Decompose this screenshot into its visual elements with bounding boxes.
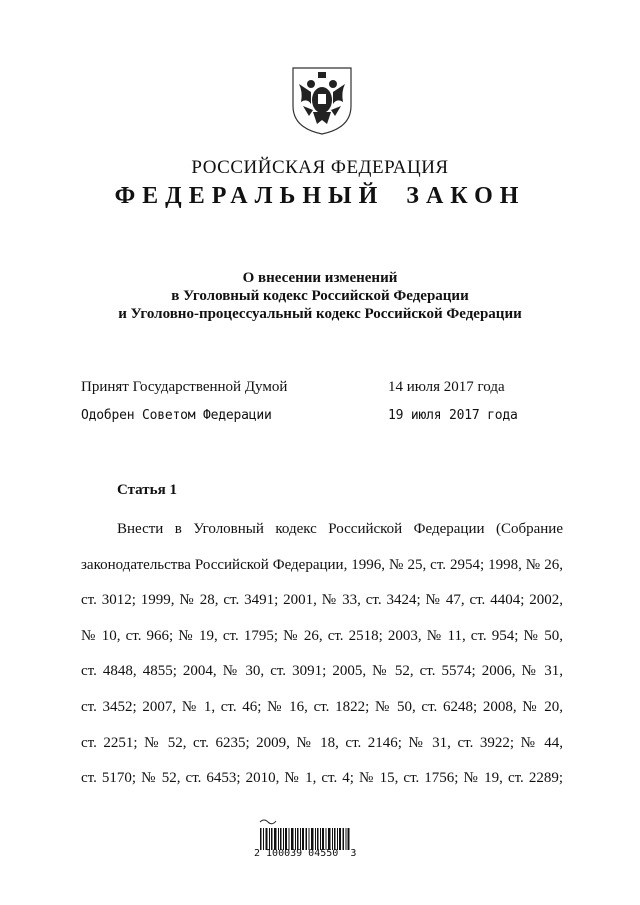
- coat-of-arms-icon: [289, 62, 355, 136]
- adoption-council-date: 19 июля 2017 года: [388, 408, 518, 423]
- article-line: Внести в Уголовный кодекс Российской Федерации (Собрание: [117, 521, 563, 537]
- article-line: законодательства Российской Федерации, 1996, № 25, ст. 2954; 1998, № 26,: [81, 556, 563, 573]
- barcode-number: 2 100039 04550 3: [254, 848, 357, 859]
- law-type-word-law: ЗАКОН: [406, 183, 526, 209]
- article-line: ст. 4848, 4855; 2004, № 30, ст. 3091; 2005, № 52, ст. 5574; 2006, № 31,: [81, 663, 563, 680]
- article-line: № 10, ст. 966; № 19, ст. 1795; № 26, ст. 2518; 2003, № 11, ст. 954; № 50,: [81, 627, 563, 644]
- law-type-word-federal: ФЕДЕРАЛЬНЫЙ: [114, 183, 385, 209]
- article-line: ст. 2251; № 52, ст. 6235; 2009, № 18, ст. 2146; № 31, ст. 3922; № 44,: [81, 734, 563, 751]
- adoption-duma-label: Принят Государственной Думой: [81, 379, 288, 395]
- law-type-heading: [0, 183, 640, 210]
- country-name: РОССИЙСКАЯ ФЕДЕРАЦИЯ: [191, 157, 449, 178]
- law-title-line-1: О внесении изменений: [242, 270, 398, 286]
- law-title-line-3: и Уголовно-процессуальный кодекс Российской Федерации: [118, 306, 522, 322]
- article-line: ст. 3012; 1999, № 28, ст. 3491; 2001, № 33, ст. 3424; № 47, ст. 4404; 2002,: [81, 592, 563, 609]
- article-body: [81, 512, 563, 797]
- adoption-council-label: Одобрен Советом Федерации: [81, 408, 272, 423]
- article-line: ст. 5170; № 52, ст. 6453; 2010, № 1, ст. 4; № 15, ст. 1756; № 19, ст. 2289;: [81, 770, 563, 787]
- law-title: [0, 269, 640, 323]
- adoption-duma-date: 14 июля 2017 года: [388, 379, 505, 395]
- law-title-line-2: в Уголовный кодекс Российской Федерации: [171, 288, 469, 304]
- article-heading: Статья 1: [117, 482, 177, 498]
- article-line: ст. 3452; 2007, № 1, ст. 46; № 16, ст. 1822; № 50, ст. 6248; 2008, № 20,: [81, 698, 563, 715]
